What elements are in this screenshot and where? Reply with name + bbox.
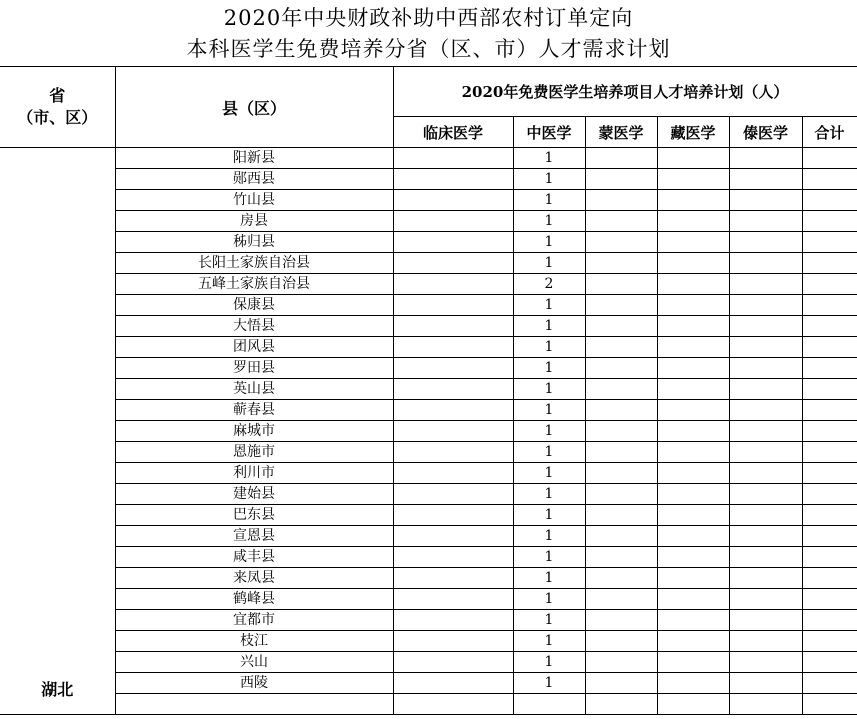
table-row <box>0 421 857 442</box>
value-cell: 1 <box>513 211 585 232</box>
value-cell <box>729 169 802 190</box>
value-cell <box>393 442 513 463</box>
value-cell <box>393 631 513 652</box>
value-cell <box>729 442 802 463</box>
value-cell <box>802 421 857 442</box>
value-cell <box>802 211 857 232</box>
table-row <box>0 694 857 715</box>
county-cell: 英山县 <box>115 379 393 400</box>
value-cell <box>657 421 729 442</box>
county-cell: 房县 <box>115 211 393 232</box>
county-cell: 恩施市 <box>115 442 393 463</box>
value-cell <box>585 379 657 400</box>
county-cell: 阳新县 <box>115 148 393 169</box>
value-cell <box>657 442 729 463</box>
value-cell <box>585 337 657 358</box>
value-cell <box>585 526 657 547</box>
county-cell: 建始县 <box>115 484 393 505</box>
value-cell <box>657 232 729 253</box>
value-cell <box>802 379 857 400</box>
value-cell <box>657 253 729 274</box>
value-cell <box>729 610 802 631</box>
value-cell <box>657 337 729 358</box>
value-cell <box>802 463 857 484</box>
value-cell <box>802 400 857 421</box>
value-cell <box>729 274 802 295</box>
column-header-mongolian: 蒙医学 <box>585 117 657 148</box>
value-cell: 1 <box>513 526 585 547</box>
value-cell <box>585 211 657 232</box>
table-row <box>0 505 857 526</box>
table-row <box>0 400 857 421</box>
value-cell <box>393 568 513 589</box>
value-cell <box>393 211 513 232</box>
value-cell <box>729 316 802 337</box>
value-cell <box>585 631 657 652</box>
value-cell <box>585 673 657 694</box>
value-cell <box>802 673 857 694</box>
value-cell <box>729 190 802 211</box>
value-cell <box>393 421 513 442</box>
value-cell <box>729 379 802 400</box>
plan-table <box>0 66 857 715</box>
value-cell <box>393 526 513 547</box>
value-cell <box>729 526 802 547</box>
value-cell <box>393 295 513 316</box>
value-cell <box>585 547 657 568</box>
value-cell <box>729 232 802 253</box>
county-header: 县（区） <box>115 67 393 148</box>
table-row <box>0 253 857 274</box>
table-row <box>0 211 857 232</box>
value-cell <box>729 148 802 169</box>
value-cell <box>802 547 857 568</box>
value-cell <box>393 169 513 190</box>
value-cell <box>657 568 729 589</box>
value-cell <box>657 631 729 652</box>
value-cell <box>657 169 729 190</box>
value-cell <box>585 568 657 589</box>
value-cell <box>657 526 729 547</box>
value-cell <box>585 505 657 526</box>
value-cell <box>729 652 802 673</box>
value-cell: 1 <box>513 652 585 673</box>
value-cell <box>585 442 657 463</box>
table-row <box>0 673 857 694</box>
value-cell: 1 <box>513 295 585 316</box>
table-row <box>0 547 857 568</box>
empty-cell <box>393 694 513 715</box>
value-cell <box>585 190 657 211</box>
value-cell <box>729 421 802 442</box>
value-cell: 1 <box>513 589 585 610</box>
value-cell <box>393 589 513 610</box>
value-cell <box>802 631 857 652</box>
county-cell: 枝江 <box>115 631 393 652</box>
value-cell <box>393 232 513 253</box>
value-cell <box>393 484 513 505</box>
table-row <box>0 232 857 253</box>
county-cell: 巴东县 <box>115 505 393 526</box>
value-cell <box>729 295 802 316</box>
value-cell: 1 <box>513 631 585 652</box>
value-cell: 1 <box>513 484 585 505</box>
county-cell: 长阳土家族自治县 <box>115 253 393 274</box>
value-cell <box>585 484 657 505</box>
value-cell <box>729 400 802 421</box>
value-cell <box>585 148 657 169</box>
value-cell: 2 <box>513 274 585 295</box>
value-cell <box>585 463 657 484</box>
value-cell <box>657 190 729 211</box>
table-row <box>0 148 857 169</box>
value-cell: 1 <box>513 610 585 631</box>
value-cell <box>802 337 857 358</box>
county-cell: 大悟县 <box>115 316 393 337</box>
value-cell <box>393 463 513 484</box>
empty-cell <box>585 694 657 715</box>
column-header-dai: 傣医学 <box>729 117 802 148</box>
county-cell: 宣恩县 <box>115 526 393 547</box>
value-cell: 1 <box>513 190 585 211</box>
value-cell <box>657 400 729 421</box>
value-cell <box>802 148 857 169</box>
value-cell <box>802 526 857 547</box>
value-cell: 1 <box>513 421 585 442</box>
value-cell <box>657 274 729 295</box>
value-cell <box>585 274 657 295</box>
table-row <box>0 526 857 547</box>
value-cell <box>802 358 857 379</box>
value-cell <box>393 274 513 295</box>
table-row <box>0 610 857 631</box>
value-cell <box>393 337 513 358</box>
value-cell <box>393 400 513 421</box>
value-cell <box>729 505 802 526</box>
value-cell <box>393 610 513 631</box>
value-cell: 1 <box>513 337 585 358</box>
county-cell: 兴山 <box>115 652 393 673</box>
table-row <box>0 589 857 610</box>
county-cell: 鹤峰县 <box>115 589 393 610</box>
value-cell <box>393 673 513 694</box>
value-cell <box>802 274 857 295</box>
value-cell <box>802 652 857 673</box>
value-cell: 1 <box>513 379 585 400</box>
value-cell: 1 <box>513 463 585 484</box>
value-cell <box>585 610 657 631</box>
value-cell <box>657 148 729 169</box>
table-row <box>0 190 857 211</box>
empty-cell <box>657 694 729 715</box>
value-cell <box>585 652 657 673</box>
value-cell <box>657 610 729 631</box>
value-cell <box>393 547 513 568</box>
value-cell <box>729 568 802 589</box>
county-cell: 秭归县 <box>115 232 393 253</box>
value-cell <box>585 253 657 274</box>
value-cell <box>657 211 729 232</box>
value-cell: 1 <box>513 316 585 337</box>
value-cell <box>657 589 729 610</box>
value-cell: 1 <box>513 358 585 379</box>
value-cell <box>729 589 802 610</box>
table-row <box>0 379 857 400</box>
value-cell <box>657 358 729 379</box>
value-cell <box>657 484 729 505</box>
value-cell: 1 <box>513 169 585 190</box>
province-cell: 湖北 <box>0 148 115 715</box>
table-row <box>0 316 857 337</box>
value-cell: 1 <box>513 253 585 274</box>
plan-header: 2020年免费医学生培养项目人才培养计划（人） <box>393 67 857 117</box>
county-cell: 来凤县 <box>115 568 393 589</box>
table-row <box>0 568 857 589</box>
province-header <box>0 67 115 148</box>
county-cell: 麻城市 <box>115 421 393 442</box>
value-cell <box>657 652 729 673</box>
value-cell <box>657 316 729 337</box>
value-cell <box>585 169 657 190</box>
value-cell <box>393 358 513 379</box>
value-cell <box>393 316 513 337</box>
value-cell: 1 <box>513 568 585 589</box>
value-cell <box>802 505 857 526</box>
table-row <box>0 358 857 379</box>
value-cell <box>393 190 513 211</box>
value-cell <box>393 652 513 673</box>
value-cell <box>802 190 857 211</box>
value-cell <box>393 148 513 169</box>
value-cell <box>657 505 729 526</box>
column-header-total: 合计 <box>802 117 857 148</box>
value-cell <box>729 211 802 232</box>
value-cell <box>802 610 857 631</box>
value-cell <box>657 673 729 694</box>
value-cell <box>657 295 729 316</box>
empty-cell <box>115 694 393 715</box>
value-cell: 1 <box>513 505 585 526</box>
column-header-tibetan: 藏医学 <box>657 117 729 148</box>
value-cell <box>729 463 802 484</box>
value-cell <box>729 253 802 274</box>
value-cell <box>657 547 729 568</box>
table-row <box>0 337 857 358</box>
value-cell <box>657 379 729 400</box>
value-cell: 1 <box>513 148 585 169</box>
table-row <box>0 274 857 295</box>
value-cell <box>393 253 513 274</box>
value-cell <box>729 484 802 505</box>
value-cell <box>585 400 657 421</box>
value-cell <box>585 358 657 379</box>
county-cell: 保康县 <box>115 295 393 316</box>
column-header-tcm: 中医学 <box>513 117 585 148</box>
county-cell: 竹山县 <box>115 190 393 211</box>
value-cell: 1 <box>513 232 585 253</box>
province-header-line1: 省 <box>49 86 66 105</box>
table-row <box>0 442 857 463</box>
value-cell <box>585 421 657 442</box>
value-cell <box>802 568 857 589</box>
document-title-line1: 2020年中央财政补助中西部农村订单定向 <box>223 6 634 30</box>
value-cell <box>585 316 657 337</box>
value-cell <box>729 547 802 568</box>
value-cell <box>585 589 657 610</box>
document-title-line2: 本科医学生免费培养分省（区、市）人才需求计划 <box>186 37 671 61</box>
value-cell: 1 <box>513 442 585 463</box>
county-cell: 团风县 <box>115 337 393 358</box>
empty-cell <box>802 694 857 715</box>
table-row <box>0 169 857 190</box>
value-cell <box>802 484 857 505</box>
value-cell <box>393 379 513 400</box>
value-cell <box>802 589 857 610</box>
value-cell <box>393 505 513 526</box>
county-cell: 宜都市 <box>115 610 393 631</box>
value-cell <box>585 232 657 253</box>
value-cell <box>585 295 657 316</box>
empty-cell <box>513 694 585 715</box>
value-cell <box>729 631 802 652</box>
county-cell: 蕲春县 <box>115 400 393 421</box>
table-row <box>0 631 857 652</box>
value-cell <box>729 358 802 379</box>
county-cell: 五峰土家族自治县 <box>115 274 393 295</box>
value-cell <box>802 295 857 316</box>
table-row <box>0 484 857 505</box>
value-cell <box>802 232 857 253</box>
value-cell: 1 <box>513 547 585 568</box>
table-row <box>0 652 857 673</box>
county-cell: 罗田县 <box>115 358 393 379</box>
table-row <box>0 463 857 484</box>
value-cell <box>802 442 857 463</box>
value-cell <box>802 316 857 337</box>
value-cell <box>802 169 857 190</box>
column-header-clinical: 临床医学 <box>393 117 513 148</box>
empty-cell <box>729 694 802 715</box>
value-cell <box>802 253 857 274</box>
value-cell <box>657 463 729 484</box>
county-cell: 咸丰县 <box>115 547 393 568</box>
county-cell: 利川市 <box>115 463 393 484</box>
province-header-line2: （市、区） <box>17 108 98 127</box>
table-row <box>0 295 857 316</box>
value-cell: 1 <box>513 400 585 421</box>
value-cell <box>729 337 802 358</box>
county-cell: 郧西县 <box>115 169 393 190</box>
value-cell: 1 <box>513 673 585 694</box>
value-cell <box>729 673 802 694</box>
county-cell: 西陵 <box>115 673 393 694</box>
